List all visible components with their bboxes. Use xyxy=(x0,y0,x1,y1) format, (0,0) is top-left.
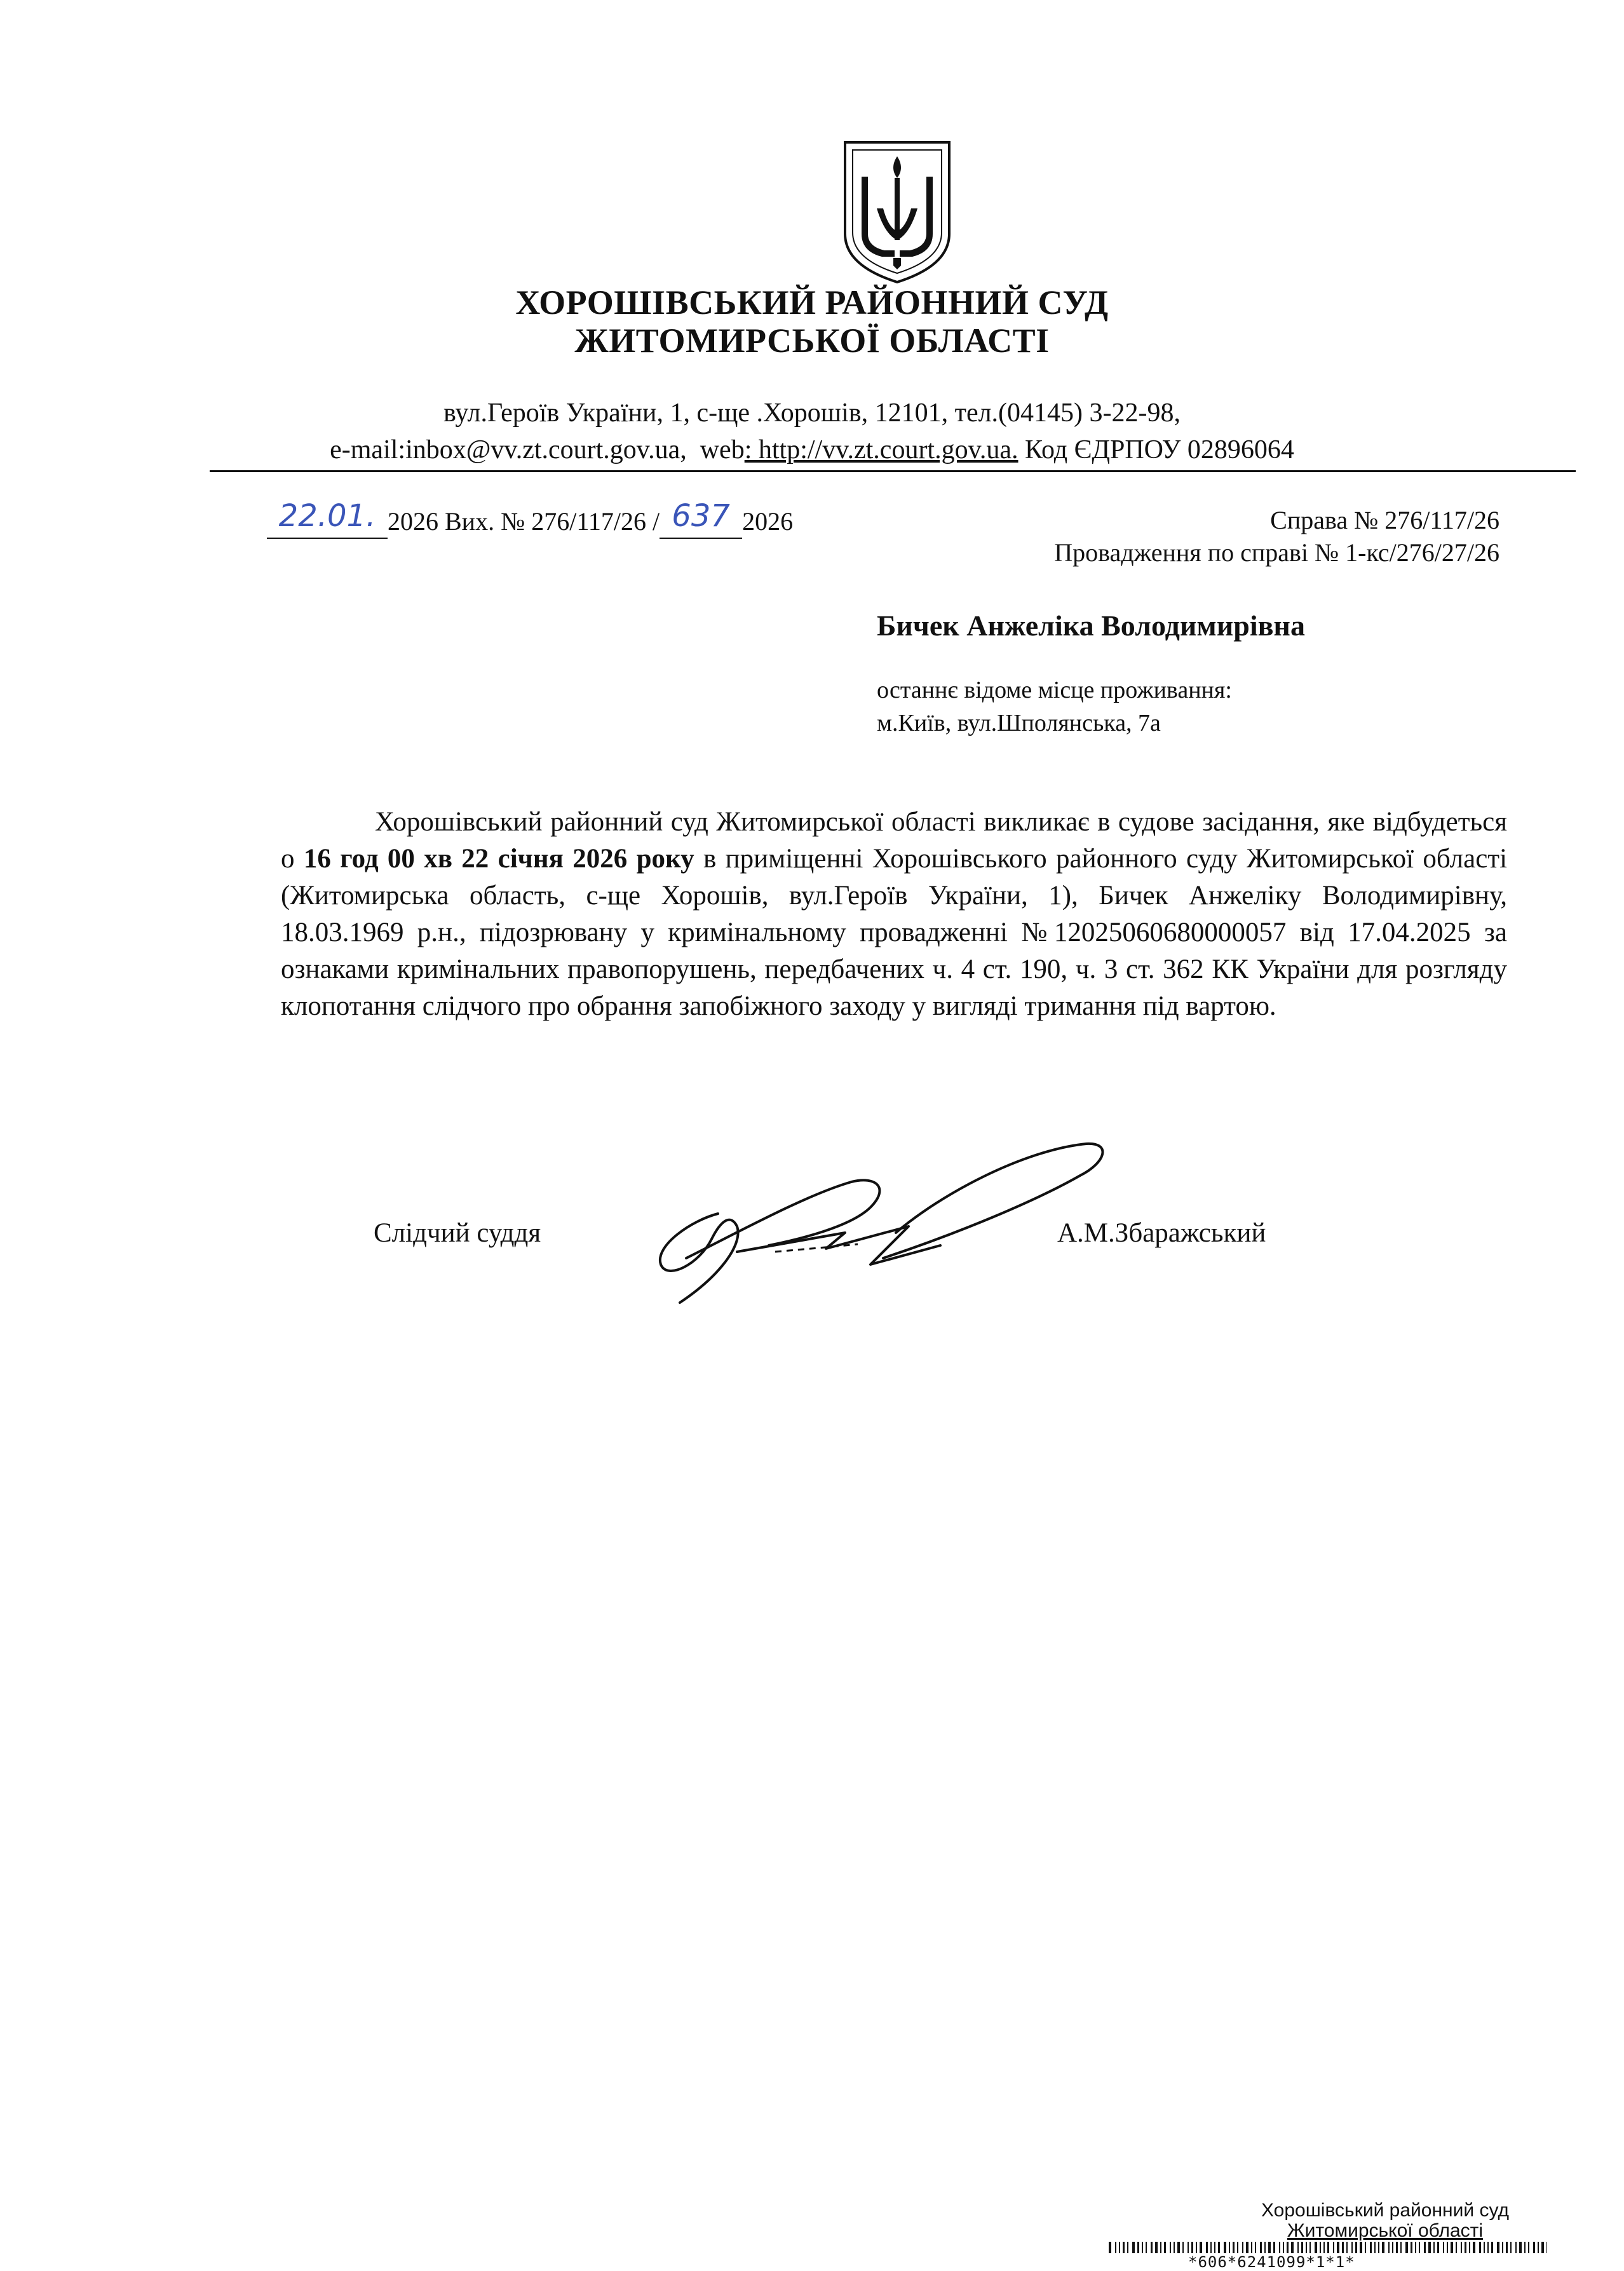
barcode-bar xyxy=(1524,2242,1526,2253)
barcode-bar xyxy=(1388,2242,1390,2253)
barcode-bar xyxy=(1320,2242,1321,2253)
barcode-bar xyxy=(1374,2242,1376,2253)
barcode-bar xyxy=(1142,2242,1143,2253)
barcode-bar xyxy=(1109,2242,1111,2253)
barcode-bar xyxy=(1309,2242,1311,2253)
barcode-bar xyxy=(1400,2242,1402,2253)
barcode-bar xyxy=(1433,2242,1435,2253)
barcode-bar xyxy=(1291,2242,1294,2253)
outgoing-number-line xyxy=(267,498,794,539)
barcode-bar xyxy=(1541,2242,1544,2253)
stamp-court-name: Хорошівський районний суд xyxy=(1261,2200,1509,2221)
coat-of-arms-icon xyxy=(840,139,954,285)
barcode-bar xyxy=(1123,2242,1125,2253)
barcode-bar xyxy=(1242,2242,1243,2253)
barcode-bar xyxy=(1355,2242,1357,2253)
barcode-bar xyxy=(1151,2242,1153,2253)
web-link[interactable]: : http://vv.zt.court.gov.ua. xyxy=(744,435,1018,464)
signatory-name: А.М.Збаражський xyxy=(1057,1218,1266,1248)
barcode-bar xyxy=(1502,2242,1503,2253)
barcode-bar xyxy=(1218,2242,1220,2253)
barcode-bar xyxy=(1206,2242,1208,2253)
barcode-bar xyxy=(1287,2242,1289,2253)
barcode-bar xyxy=(1510,2242,1512,2253)
case-number: Справа № 276/117/26 xyxy=(1270,506,1499,534)
barcode-bar xyxy=(1528,2242,1529,2253)
barcode-bar xyxy=(1255,2242,1256,2253)
barcode-bar xyxy=(1428,2242,1431,2253)
barcode-bar xyxy=(1191,2242,1193,2253)
barcode-bar xyxy=(1264,2242,1266,2253)
summons-text-part1: Хорошівський районний суд Житомирської області викликає в судове засідання, яке відбудеться о xyxy=(281,807,1507,874)
barcode-bar xyxy=(1333,2242,1334,2253)
barcode-bar xyxy=(1370,2242,1372,2253)
summons-body xyxy=(281,804,1507,1025)
barcode-bar xyxy=(1174,2242,1175,2253)
barcode-bar xyxy=(1382,2242,1384,2253)
court-name-line2: ЖИТОМИРСЬКОЇ ОБЛАСТІ xyxy=(574,322,1050,360)
outgoing-year: 2026 xyxy=(742,507,794,536)
barcode-bar xyxy=(1451,2242,1453,2253)
barcode-bar xyxy=(1479,2242,1481,2253)
barcode-bar xyxy=(1273,2242,1275,2253)
proceeding-number: Провадження по справі № 1-кс/276/27/26 xyxy=(1054,538,1499,567)
email-link[interactable]: inbox@vv.zt.court.gov.ua xyxy=(405,435,680,464)
outgoing-date-handwritten: 22.01. xyxy=(278,498,376,534)
barcode-bar xyxy=(1437,2242,1439,2253)
last-known-address-label: останнє відоме місце проживання: xyxy=(877,677,1232,703)
barcode-bar xyxy=(1405,2242,1408,2253)
barcode-bar xyxy=(1497,2242,1499,2253)
barcode-bar xyxy=(1210,2242,1212,2253)
barcode-bar xyxy=(1465,2242,1466,2253)
barcode-bar xyxy=(1146,2242,1147,2253)
barcode-bar xyxy=(1224,2242,1226,2253)
barcode-bar xyxy=(1533,2242,1535,2253)
barcode-bar xyxy=(1411,2242,1412,2253)
barcode-bar xyxy=(1160,2242,1161,2253)
barcode-bar xyxy=(1538,2242,1539,2253)
handwritten-signature xyxy=(642,1137,1125,1315)
barcode-bar xyxy=(1164,2242,1166,2253)
outgoing-number-handwritten: 637 xyxy=(672,498,730,534)
stamp-court-region: Житомирської області xyxy=(1287,2220,1484,2241)
barcode-bar xyxy=(1297,2242,1299,2253)
barcode-bar xyxy=(1346,2242,1348,2253)
outgoing-number-blank xyxy=(660,498,742,539)
barcode-bar xyxy=(1132,2242,1135,2253)
barcode-bar xyxy=(1378,2242,1379,2253)
barcode-bar xyxy=(1283,2242,1284,2253)
summons-text-part2: в приміщенні Хорошівського районного суду Житомирської області (Житомирська область, с-ще Хорошів, вул.Героїв України, 1), Бичек Анжеліку Володимирівну, 18.03.1969 р.н., підозрювану у кримінальному провадженні №12025060680000057 від 17.04.2025 за ознаками кримінальних правопорушень, передбачених ч. 4 ст. 190, ч. 3 ст. 362 КК України для розгляду клопотання слідчого про обрання запобіжного заходу у вигляді тримання під вартою. xyxy=(281,844,1508,1021)
barcode-bar xyxy=(1473,2242,1475,2253)
barcode-bar xyxy=(1337,2242,1339,2253)
barcode-bar xyxy=(1469,2242,1470,2253)
barcode-bar xyxy=(1424,2242,1426,2253)
barcode-bar xyxy=(1119,2242,1120,2253)
barcode-bar xyxy=(1392,2242,1393,2253)
barcode-bar xyxy=(1260,2242,1262,2253)
recipient-address: м.Київ, вул.Шполянська, 7а xyxy=(877,710,1161,736)
barcode-bar xyxy=(1182,2242,1184,2253)
barcode-bar xyxy=(1461,2242,1462,2253)
barcode-bar xyxy=(1487,2242,1489,2253)
barcode-bar xyxy=(1268,2242,1271,2253)
barcode-bar xyxy=(1365,2242,1366,2253)
signatory-role: Слідчий суддя xyxy=(374,1218,541,1248)
barcode-bar xyxy=(1177,2242,1180,2253)
barcode-bar xyxy=(1491,2242,1493,2253)
barcode-bar xyxy=(1233,2242,1235,2253)
outgoing-number-text: 2026 Вих. № 276/117/26 / xyxy=(388,507,660,536)
barcode-bar xyxy=(1246,2242,1248,2253)
barcode-bar xyxy=(1396,2242,1398,2253)
barcode-bar xyxy=(1229,2242,1230,2253)
barcode-bar xyxy=(1315,2242,1317,2253)
court-name-line1: ХОРОШІВСЬКИЙ РАЙОННИЙ СУД xyxy=(515,283,1109,322)
barcode-bar xyxy=(1155,2242,1158,2253)
barcode-bar xyxy=(1306,2242,1307,2253)
barcode-bar xyxy=(1237,2242,1238,2253)
header-divider xyxy=(210,470,1576,472)
barcode-bar xyxy=(1188,2242,1189,2253)
barcode-bar xyxy=(1251,2242,1252,2253)
barcode-bar xyxy=(1214,2242,1215,2253)
barcode-bar xyxy=(1351,2242,1353,2253)
email-label: e-mail: xyxy=(330,435,406,464)
barcode-bar xyxy=(1323,2242,1325,2253)
edrpou-code: Код ЄДРПОУ 02896064 xyxy=(1025,435,1294,464)
web-label: web xyxy=(700,435,745,464)
court-contacts: e-mail:inbox@vv.zt.court.gov.ua, web: http://vv.zt.court.gov.ua. Код ЄДРПОУ 02896064 xyxy=(330,435,1294,464)
barcode-bar xyxy=(1360,2242,1362,2253)
barcode-bar xyxy=(1137,2242,1139,2253)
barcode-bar xyxy=(1170,2242,1171,2253)
barcode-bar xyxy=(1200,2242,1202,2253)
barcode-bar xyxy=(1419,2242,1420,2253)
barcode-bar xyxy=(1519,2242,1522,2253)
barcode-bar xyxy=(1415,2242,1416,2253)
barcode-bar xyxy=(1115,2242,1116,2253)
barcode-bar xyxy=(1279,2242,1280,2253)
barcode-bar xyxy=(1506,2242,1508,2253)
barcode-bar xyxy=(1484,2242,1485,2253)
barcode-number: *606*6241099*1*1* xyxy=(1188,2253,1355,2271)
barcode-bar xyxy=(1546,2242,1547,2253)
barcode-bar xyxy=(1456,2242,1457,2253)
barcode-bar xyxy=(1127,2242,1128,2253)
barcode-bar xyxy=(1301,2242,1303,2253)
barcode-bar xyxy=(1515,2242,1517,2253)
barcode-bar xyxy=(1447,2242,1448,2253)
barcode-bar xyxy=(1342,2242,1344,2253)
hearing-datetime: 16 год 00 хв 22 січня 2026 року xyxy=(303,844,694,874)
barcode-bar xyxy=(1196,2242,1197,2253)
barcode-bar xyxy=(1327,2242,1329,2253)
recipient-name: Бичек Анжеліка Володимирівна xyxy=(877,609,1305,642)
outgoing-date-blank xyxy=(267,498,388,539)
barcode-bar xyxy=(1443,2242,1444,2253)
court-address: вул.Героїв України, 1, с-ще .Хорошів, 12101, тел.(04145) 3-22-98, xyxy=(443,398,1181,428)
